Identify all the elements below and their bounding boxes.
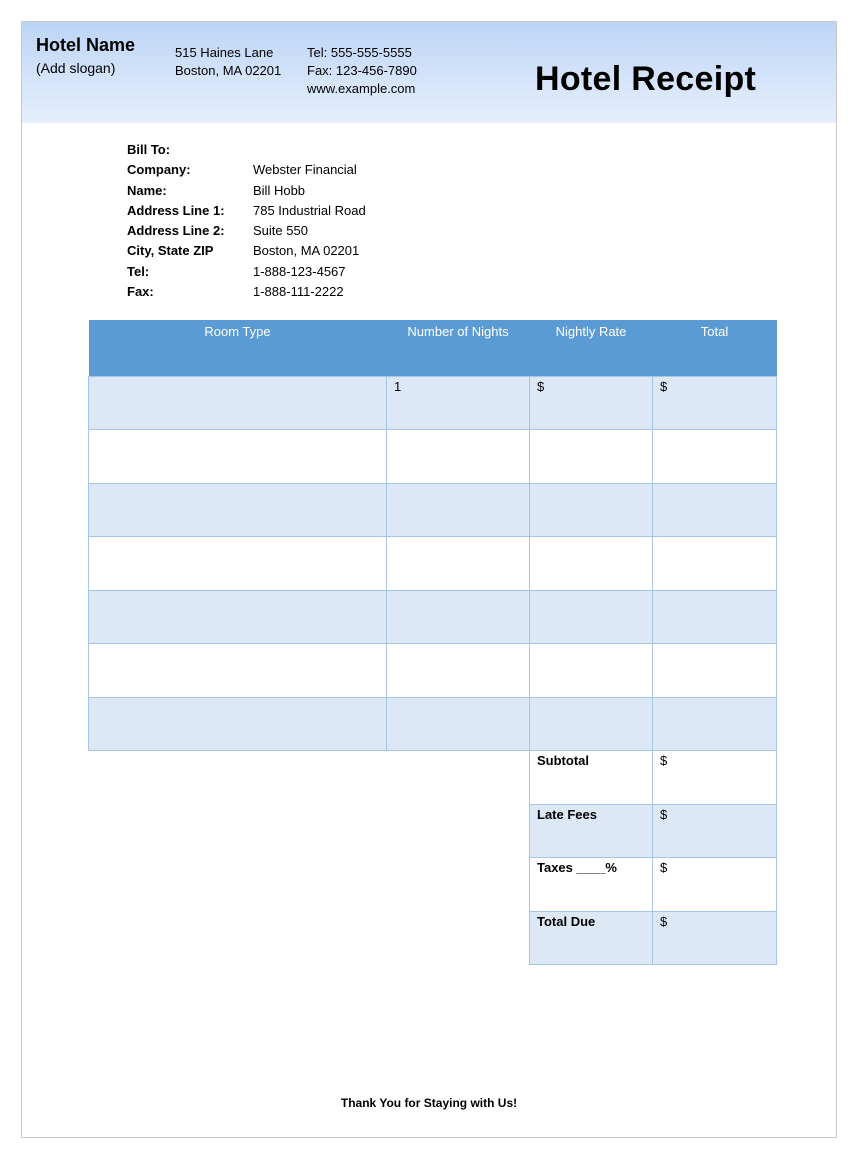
cell-room-type[interactable]: [89, 697, 387, 751]
cell-room-type[interactable]: [89, 537, 387, 591]
hotel-name: Hotel Name: [36, 35, 136, 55]
subtotal-value[interactable]: $: [653, 751, 777, 805]
bill-value: Boston, MA 02201: [253, 243, 360, 259]
cell-rate[interactable]: [530, 537, 653, 591]
cell-rate[interactable]: $: [530, 376, 653, 430]
bill-label: Address Line 2:: [127, 223, 225, 239]
table-row: [89, 483, 777, 537]
cell-total[interactable]: [653, 537, 777, 591]
receipt-page: [21, 21, 837, 1138]
total-due-label: Total Due: [530, 911, 653, 965]
taxes-value[interactable]: $: [653, 858, 777, 912]
bill-value: 785 Industrial Road: [253, 202, 366, 218]
hotel-contact: [307, 44, 417, 98]
table-row: [89, 537, 777, 591]
table-row: [89, 590, 777, 644]
cell-room-type[interactable]: [89, 430, 387, 484]
subtotal-row: [89, 751, 777, 805]
cell-total[interactable]: [653, 483, 777, 537]
hotel-address-line1: 515 Haines Lane: [175, 45, 274, 60]
hotel-slogan: (Add slogan): [36, 60, 116, 76]
cell-total[interactable]: [653, 644, 777, 698]
hotel-address-line2: Boston, MA 02201: [175, 63, 282, 78]
table-row: [89, 644, 777, 698]
cell-total[interactable]: $: [653, 376, 777, 430]
cell-nights[interactable]: [387, 644, 530, 698]
late-fees-row: [89, 804, 777, 858]
hotel-fax: Fax: 123-456-7890: [307, 63, 417, 78]
cell-total[interactable]: [653, 430, 777, 484]
hotel-website: www.example.com: [307, 81, 416, 96]
cell-room-type[interactable]: [89, 644, 387, 698]
cell-rate[interactable]: [530, 590, 653, 644]
cell-total[interactable]: [653, 590, 777, 644]
cell-nights[interactable]: [387, 430, 530, 484]
late-fees-value[interactable]: $: [653, 804, 777, 858]
cell-nights[interactable]: 1: [387, 376, 530, 430]
table-row: [89, 697, 777, 751]
column-header-total: Total: [653, 320, 777, 376]
hotel-tel: Tel: 555-555-5555: [307, 45, 412, 60]
receipt-title: Hotel Receipt: [535, 60, 757, 98]
bill-value: Bill Hobb: [253, 182, 306, 198]
cell-room-type[interactable]: [89, 483, 387, 537]
cell-nights[interactable]: [387, 537, 530, 591]
cell-nights[interactable]: [387, 590, 530, 644]
bill-label: Name:: [127, 182, 167, 198]
cell-rate[interactable]: [530, 644, 653, 698]
taxes-row: [89, 858, 777, 912]
table-header-row: [89, 320, 777, 376]
cell-room-type[interactable]: [89, 590, 387, 644]
bill-label: Company:: [127, 162, 191, 178]
receipt-header: [22, 22, 836, 123]
cell-nights[interactable]: [387, 697, 530, 751]
total-due-value[interactable]: $: [653, 911, 777, 965]
bill-to-heading: Bill To:: [127, 142, 171, 157]
cell-room-type[interactable]: [89, 376, 387, 430]
cell-nights[interactable]: [387, 483, 530, 537]
bill-label: City, State ZIP: [127, 243, 214, 259]
thank-you-footer: Thank You for Staying with Us!: [340, 1096, 518, 1110]
column-header-rate: Nightly Rate: [530, 320, 653, 376]
cell-total[interactable]: [653, 697, 777, 751]
column-header-room-type: Room Type: [89, 320, 387, 376]
hotel-address: [175, 44, 281, 80]
bill-label: Fax:: [127, 284, 154, 300]
subtotal-label: Subtotal: [530, 751, 653, 805]
table-row: [89, 376, 777, 430]
bill-value: Webster Financial: [253, 162, 357, 178]
total-due-row: [89, 911, 777, 965]
bill-value: Suite 550: [253, 223, 308, 239]
bill-value: 1-888-123-4567: [253, 263, 346, 279]
bill-label: Address Line 1:: [127, 202, 225, 218]
bill-value: 1-888-111-2222: [253, 284, 344, 300]
cell-rate[interactable]: [530, 697, 653, 751]
taxes-label: Taxes ____%: [530, 858, 653, 912]
cell-rate[interactable]: [530, 483, 653, 537]
bill-label: Tel:: [127, 263, 150, 279]
cell-rate[interactable]: [530, 430, 653, 484]
late-fees-label: Late Fees: [530, 804, 653, 858]
table-row: [89, 430, 777, 484]
column-header-nights: Number of Nights: [387, 320, 530, 376]
charges-table: [88, 320, 777, 965]
